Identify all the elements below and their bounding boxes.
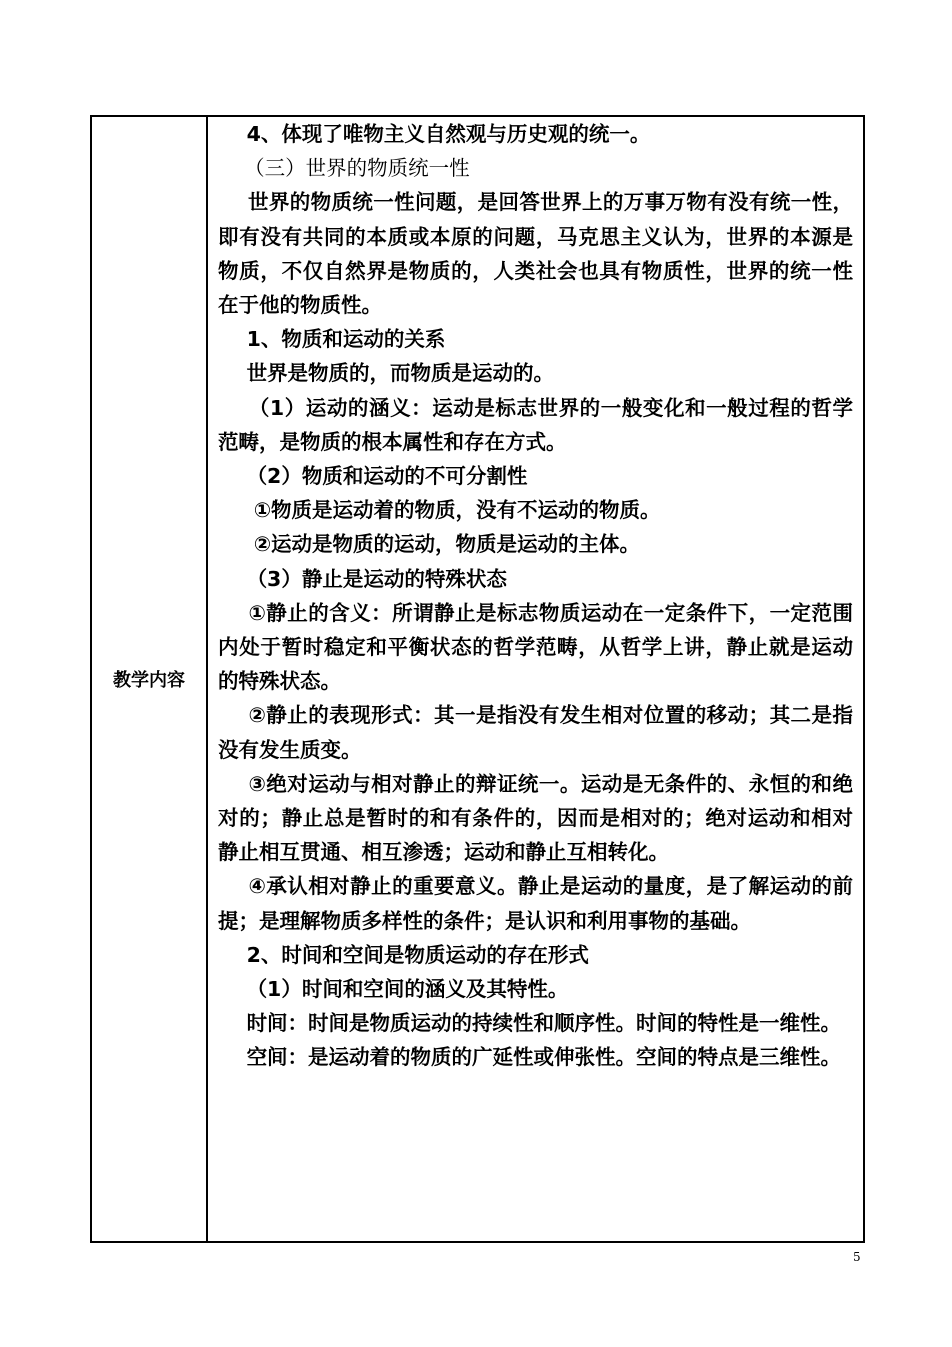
content-paragraph: 1、物质和运动的关系 bbox=[218, 327, 446, 352]
row-label-cell bbox=[92, 117, 208, 1241]
content-paragraph: （3）静止是运动的特殊状态 bbox=[218, 566, 507, 591]
content-paragraph: （2）物质和运动的不可分割性 bbox=[218, 464, 528, 489]
content-paragraph: ④承认相对静止的重要意义。静止是运动的量度，是了解运动的前提；是理解物质多样性的条件；是认识和利用事物的基础。 bbox=[218, 874, 853, 933]
page-number: 5 bbox=[853, 1250, 861, 1264]
content-paragraph: （1）时间和空间的涵义及其特性。 bbox=[218, 977, 569, 1002]
content-paragraph: ①静止的含义：所谓静止是标志物质运动在一定条件下，一定范围内处于暂时稳定和平衡状态的哲学范畴，从哲学上讲，静止就是运动的特殊状态。 bbox=[218, 600, 853, 694]
content-paragraph: 2、时间和空间是物质运动的存在形式 bbox=[218, 942, 589, 967]
row-label: 教学内容 bbox=[113, 670, 185, 691]
content-paragraph: 时间：时间是物质运动的持续性和顺序性。时间的特性是一维性。 bbox=[218, 1011, 842, 1036]
content-paragraph: （三）世界的物质统一性 bbox=[218, 156, 470, 181]
content-table bbox=[90, 115, 865, 1243]
content-cell bbox=[208, 117, 863, 1241]
content-paragraph: 世界的物质统一性问题，是回答世界上的万事万物有没有统一性，即有没有共同的本质或本原的问题，马克思主义认为，世界的本源是物质，不仅自然界是物质的，人类社会也具有物质性，世界的统一性在于他的物质性。 bbox=[218, 190, 853, 318]
content-paragraph: 4、体现了唯物主义自然观与历史观的统一。 bbox=[218, 122, 651, 146]
content-paragraph: 世界是物质的，而物质是运动的。 bbox=[218, 361, 555, 386]
content-paragraph: 空间：是运动着的物质的广延性或伸张性。空间的特点是三维性。 bbox=[218, 1045, 842, 1070]
content-paragraph: ①物质是运动着的物质，没有不运动的物质。 bbox=[218, 498, 661, 523]
content-paragraph: ②运动是物质的运动，物质是运动的主体。 bbox=[218, 532, 641, 557]
content-paragraph: （1）运动的涵义：运动是标志世界的一般变化和一般过程的哲学范畴，是物质的根本属性和存在方式。 bbox=[218, 395, 853, 454]
content-paragraph: ②静止的表现形式：其一是指没有发生相对位置的移动；其二是指没有发生质变。 bbox=[218, 703, 853, 762]
content-paragraph: ③绝对运动与相对静止的辩证统一。运动是无条件的、永恒的和绝对的；静止总是暂时的和有条件的，因而是相对的；绝对运动和相对静止相互贯通、相互渗透；运动和静止互相转化。 bbox=[218, 771, 853, 865]
